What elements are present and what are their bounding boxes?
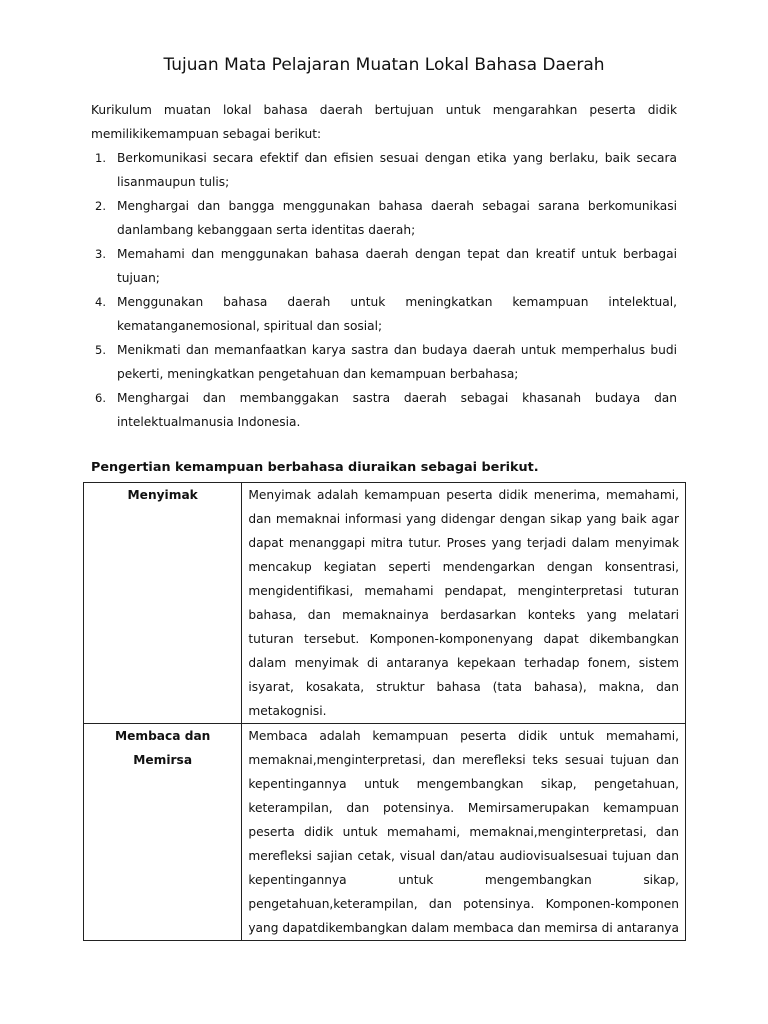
list-item-number: 2. bbox=[95, 199, 106, 213]
table-description-cell bbox=[242, 483, 686, 724]
list-item-line-1: Menghargai dan membanggakan sastra daerah sebagai khasanah budaya dan bbox=[117, 391, 677, 405]
description-line: kepentingannya untuk mengembangkan sikap, bbox=[248, 873, 679, 887]
description-line: isyarat, kosakata, struktur bahasa (tata bahasa), makna, dan bbox=[248, 680, 679, 694]
description-line: Membaca adalah kemampuan peserta didik untuk memahami, bbox=[248, 729, 679, 743]
list-item-line-2: kematanganemosional, spiritual dan sosial; bbox=[117, 319, 383, 333]
goals-list bbox=[91, 146, 677, 434]
list-item-line-2: pekerti, meningkatkan pengetahuan dan kemampuan berbahasa; bbox=[117, 367, 519, 381]
table-row bbox=[84, 724, 686, 941]
list-item bbox=[91, 290, 677, 338]
list-item-line-1: Memahami dan menggunakan bahasa daerah dengan tepat dan kreatif untuk berbagai bbox=[117, 247, 677, 261]
table-label-cell bbox=[84, 724, 242, 941]
list-item-number: 4. bbox=[95, 295, 106, 309]
list-item-line-1: Menghargai dan bangga menggunakan bahasa daerah sebagai sarana berkomunikasi bbox=[117, 199, 677, 213]
description-line: mencakup kegiatan seperti mendengarkan dengan konsentrasi, bbox=[248, 560, 679, 574]
list-item bbox=[91, 194, 677, 242]
description-line: tuturan tersebut. Komponen-komponenyang dapat dikembangkan bbox=[248, 632, 679, 646]
description-line: metakognisi. bbox=[248, 704, 327, 718]
description-line: mengidentifikasi, memahami pendapat, menginterpretasi tuturan bbox=[248, 584, 679, 598]
list-item-line-2: intelektualmanusia Indonesia. bbox=[117, 415, 301, 429]
list-item-line-1: Menggunakan bahasa daerah untuk meningkatkan kemampuan intelektual, bbox=[117, 295, 677, 309]
table-row bbox=[84, 483, 686, 724]
description-line: peserta didik untuk memahami, memaknai,menginterpretasi, dan bbox=[248, 825, 679, 839]
page-title: Tujuan Mata Pelajaran Muatan Lokal Bahasa Daerah bbox=[163, 55, 605, 75]
intro-paragraph bbox=[91, 98, 677, 146]
list-item-number: 1. bbox=[95, 151, 106, 165]
list-item bbox=[91, 338, 677, 386]
list-item-number: 5. bbox=[95, 343, 106, 357]
list-item bbox=[91, 386, 677, 434]
description-line: dan memaknai informasi yang didengar dengan sikap yang baik agar bbox=[248, 512, 679, 526]
description-line: pengetahuan,keterampilan, dan potensinya. Komponen-komponen bbox=[248, 897, 679, 911]
description-line: yang dapatdikembangkan dalam membaca dan memirsa di antaranya bbox=[248, 921, 679, 935]
description-line: dalam menyimak di antaranya kepekaan terhadap fonem, sistem bbox=[248, 656, 679, 670]
list-item bbox=[91, 146, 677, 194]
description-line: dapat menanggapi mitra tutur. Proses yang terjadi dalam menyimak bbox=[248, 536, 679, 550]
list-item-line-2: danlambang kebanggaan serta identitas daerah; bbox=[117, 223, 416, 237]
skill-label: Menyimak bbox=[127, 488, 198, 502]
skills-table bbox=[83, 482, 686, 941]
list-item-line-2: tujuan; bbox=[117, 271, 160, 285]
description-line: merefleksi sajian cetak, visual dan/atau audiovisualsesuai tujuan dan bbox=[248, 849, 679, 863]
list-item-line-1: Berkomunikasi secara efektif dan efisien sesuai dengan etika yang berlaku, baik secara bbox=[117, 151, 677, 165]
skill-label: Membaca dan bbox=[114, 729, 211, 743]
section-heading: Pengertian kemampuan berbahasa diuraikan sebagai berikut. bbox=[91, 460, 539, 475]
description-line: memaknai,menginterpretasi, dan merefleksi teks sesuai tujuan dan bbox=[248, 753, 679, 767]
list-item bbox=[91, 242, 677, 290]
skill-label: Memirsa bbox=[133, 753, 193, 767]
table-label-cell bbox=[84, 483, 242, 724]
list-item-number: 6. bbox=[95, 391, 106, 405]
table-description-cell bbox=[242, 724, 686, 941]
description-line: bahasa, dan memaknainya berdasarkan konteks yang melatari bbox=[248, 608, 679, 622]
list-item-line-2: lisanmaupun tulis; bbox=[117, 175, 230, 189]
description-line: kepentingannya untuk mengembangkan sikap, pengetahuan, bbox=[248, 777, 679, 791]
intro-line-1: Kurikulum muatan lokal bahasa daerah bertujuan untuk mengarahkan peserta didik bbox=[91, 103, 677, 117]
list-item-number: 3. bbox=[95, 247, 106, 261]
description-line: keterampilan, dan potensinya. Memirsamerupakan kemampuan bbox=[248, 801, 679, 815]
intro-line-2: memilikikemampuan sebagai berikut: bbox=[91, 127, 322, 141]
description-line: Menyimak adalah kemampuan peserta didik menerima, memahami, bbox=[248, 488, 679, 502]
list-item-line-1: Menikmati dan memanfaatkan karya sastra dan budaya daerah untuk memperhalus budi bbox=[117, 343, 677, 357]
